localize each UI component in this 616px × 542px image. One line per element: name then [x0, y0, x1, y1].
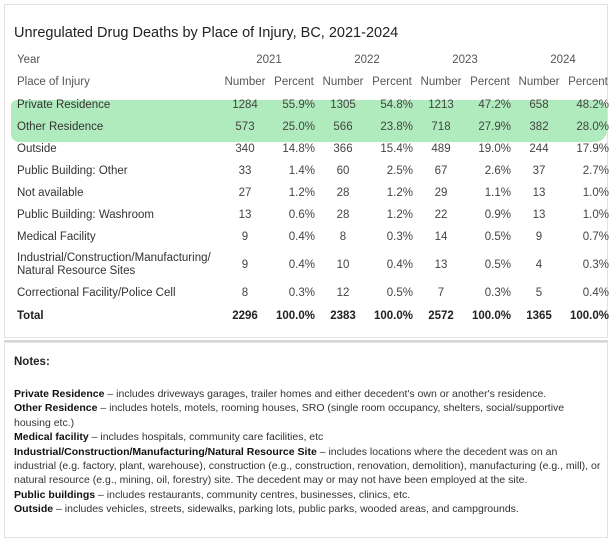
percent-cell: 100.0% [569, 309, 609, 322]
percent-cell: 0.4% [386, 258, 413, 271]
column-header-row [16, 70, 612, 94]
table-row [16, 138, 612, 160]
number-header: Number [518, 75, 560, 88]
percent-cell: 1.2% [386, 186, 413, 199]
number-cell: 29 [434, 186, 448, 199]
note-item [14, 502, 602, 516]
number-cell: 2383 [330, 309, 356, 322]
percent-cell: 15.4% [380, 142, 413, 155]
percent-cell: 0.9% [484, 208, 511, 221]
place-label: Private Residence [17, 98, 111, 111]
table-row [16, 182, 612, 204]
percent-header: Percent [470, 75, 510, 88]
number-cell: 573 [235, 120, 255, 133]
place-label: Correctional Facility/Police Cell [17, 286, 176, 299]
place-label: Other Residence [17, 120, 104, 133]
place-label: Outside [17, 142, 57, 155]
percent-cell: 1.0% [582, 186, 609, 199]
year-2023: 2023 [452, 53, 478, 66]
percent-cell: 2.7% [582, 164, 609, 177]
total-row [16, 304, 612, 328]
notes-panel [4, 342, 608, 538]
note-item [14, 430, 602, 444]
percent-cell: 1.2% [288, 186, 315, 199]
number-cell: 60 [336, 164, 350, 177]
note-text: – includes locations where the decedent was on an industrial (e.g. factory, plant, warehouse), construction (e.g., construction, renovation, demolition), manufacturing (e.g., mill), or natural resource (e.g., mining, oil, forestry) site. The decedent may or may not have been employed at the site. [14, 445, 601, 487]
notes-body [14, 387, 602, 517]
percent-cell: 0.3% [484, 286, 511, 299]
number-cell: 37 [532, 164, 546, 177]
percent-cell: 47.2% [478, 98, 511, 111]
number-cell: 9 [241, 258, 249, 271]
table-row [16, 226, 612, 248]
number-header: Number [224, 75, 266, 88]
percent-cell: 1.4% [288, 164, 315, 177]
percent-cell: 27.9% [478, 120, 511, 133]
number-cell: 366 [333, 142, 353, 155]
number-cell: 1305 [330, 98, 356, 111]
number-cell: 28 [336, 186, 350, 199]
number-cell: 1213 [428, 98, 454, 111]
number-cell: 7 [437, 286, 445, 299]
place-label: Not available [17, 186, 84, 199]
note-text: – includes hospitals, community care facilities, etc [88, 431, 324, 444]
number-cell: 22 [434, 208, 448, 221]
percent-cell: 17.9% [576, 142, 609, 155]
percent-cell: 0.4% [582, 286, 609, 299]
percent-cell: 2.6% [484, 164, 511, 177]
note-term: Medical facility [14, 431, 89, 444]
percent-cell: 0.4% [288, 258, 315, 271]
year-2021: 2021 [256, 53, 282, 66]
percent-cell: 1.2% [386, 208, 413, 221]
number-cell: 658 [529, 98, 549, 111]
percent-header: Percent [274, 75, 314, 88]
table-row [16, 248, 612, 282]
deaths-table [16, 50, 612, 328]
percent-cell: 0.7% [582, 230, 609, 243]
percent-cell: 28.0% [576, 120, 609, 133]
note-term: Public buildings [14, 488, 96, 501]
number-cell: 489 [431, 142, 451, 155]
note-item [14, 387, 602, 401]
number-cell: 5 [535, 286, 543, 299]
note-item [14, 445, 602, 488]
percent-header: Percent [372, 75, 412, 88]
number-cell: 2572 [428, 309, 454, 322]
percent-cell: 0.4% [288, 230, 315, 243]
percent-cell: 14.8% [282, 142, 315, 155]
year-label: Year [17, 53, 41, 66]
number-cell: 2296 [232, 309, 258, 322]
percent-cell: 0.5% [484, 258, 511, 271]
percent-header: Percent [568, 75, 608, 88]
note-text: – includes vehicles, streets, sidewalks, parking lots, public parks, wooded areas, and campgrounds. [53, 503, 519, 516]
number-cell: 13 [434, 258, 448, 271]
percent-cell: 0.5% [484, 230, 511, 243]
year-2024: 2024 [550, 53, 576, 66]
number-cell: 566 [333, 120, 353, 133]
notes-heading: Notes: [14, 356, 50, 368]
number-header: Number [322, 75, 364, 88]
table-row [16, 282, 612, 304]
number-cell: 67 [434, 164, 448, 177]
percent-cell: 19.0% [478, 142, 511, 155]
percent-cell: 54.8% [380, 98, 413, 111]
place-of-injury-header: Place of Injury [17, 75, 90, 88]
place-label: Industrial/Construction/Manufacturing/ Natural Resource Sites [17, 252, 211, 277]
number-cell: 13 [532, 186, 546, 199]
note-term: Outside [14, 503, 54, 516]
number-cell: 27 [238, 186, 252, 199]
table-row [16, 160, 612, 182]
percent-cell: 0.3% [288, 286, 315, 299]
percent-cell: 100.0% [471, 309, 511, 322]
note-text: – includes hotels, motels, rooming houses, SRO (single room occupancy, shelters, social/supportive housing etc.) [14, 402, 565, 429]
percent-cell: 48.2% [576, 98, 609, 111]
number-cell: 4 [535, 258, 543, 271]
percent-cell: 0.3% [386, 230, 413, 243]
number-cell: 28 [336, 208, 350, 221]
note-term: Private Residence [14, 388, 105, 400]
number-header: Number [420, 75, 462, 88]
percent-cell: 100.0% [275, 309, 315, 322]
place-label: Public Building: Washroom [17, 208, 154, 221]
table-row [16, 116, 612, 138]
place-label: Public Building: Other [17, 164, 128, 177]
percent-cell: 0.3% [582, 258, 609, 271]
percent-cell: 0.5% [386, 286, 413, 299]
number-cell: 382 [529, 120, 549, 133]
year-2022: 2022 [354, 53, 380, 66]
percent-cell: 100.0% [373, 309, 413, 322]
number-cell: 13 [532, 208, 546, 221]
table-title: Unregulated Drug Deaths by Place of Injury, BC, 2021-2024 [14, 25, 399, 41]
number-cell: 9 [241, 230, 249, 243]
percent-cell: 23.8% [380, 120, 413, 133]
percent-cell: 25.0% [282, 120, 315, 133]
note-term: Industrial/Construction/Manufacturing/Natural Resource Site [14, 445, 317, 458]
total-label: Total [17, 309, 44, 322]
number-cell: 10 [336, 258, 350, 271]
table-row [16, 94, 612, 116]
note-term: Other Residence [14, 402, 98, 415]
percent-cell: 1.1% [484, 186, 511, 199]
note-item [14, 401, 602, 430]
number-cell: 12 [336, 286, 350, 299]
note-text: – includes driveways garages, trailer homes and either decedent's own or another's residence. [104, 388, 547, 400]
number-cell: 14 [434, 230, 448, 243]
percent-cell: 2.5% [386, 164, 413, 177]
number-cell: 9 [535, 230, 543, 243]
number-cell: 340 [235, 142, 255, 155]
note-item [14, 488, 602, 502]
number-cell: 13 [238, 208, 252, 221]
place-label: Medical Facility [17, 230, 96, 243]
number-cell: 244 [529, 142, 549, 155]
number-cell: 8 [241, 286, 249, 299]
table-row [16, 204, 612, 226]
percent-cell: 55.9% [282, 98, 315, 111]
number-cell: 1284 [232, 98, 258, 111]
number-cell: 8 [339, 230, 347, 243]
note-text: – includes restaurants, community centres, businesses, clinics, etc. [95, 488, 411, 501]
number-cell: 1365 [526, 309, 552, 322]
number-cell: 718 [431, 120, 451, 133]
percent-cell: 0.6% [288, 208, 315, 221]
table-panel [4, 4, 608, 338]
year-header-row [16, 50, 612, 70]
percent-cell: 1.0% [582, 208, 609, 221]
number-cell: 33 [238, 164, 252, 177]
